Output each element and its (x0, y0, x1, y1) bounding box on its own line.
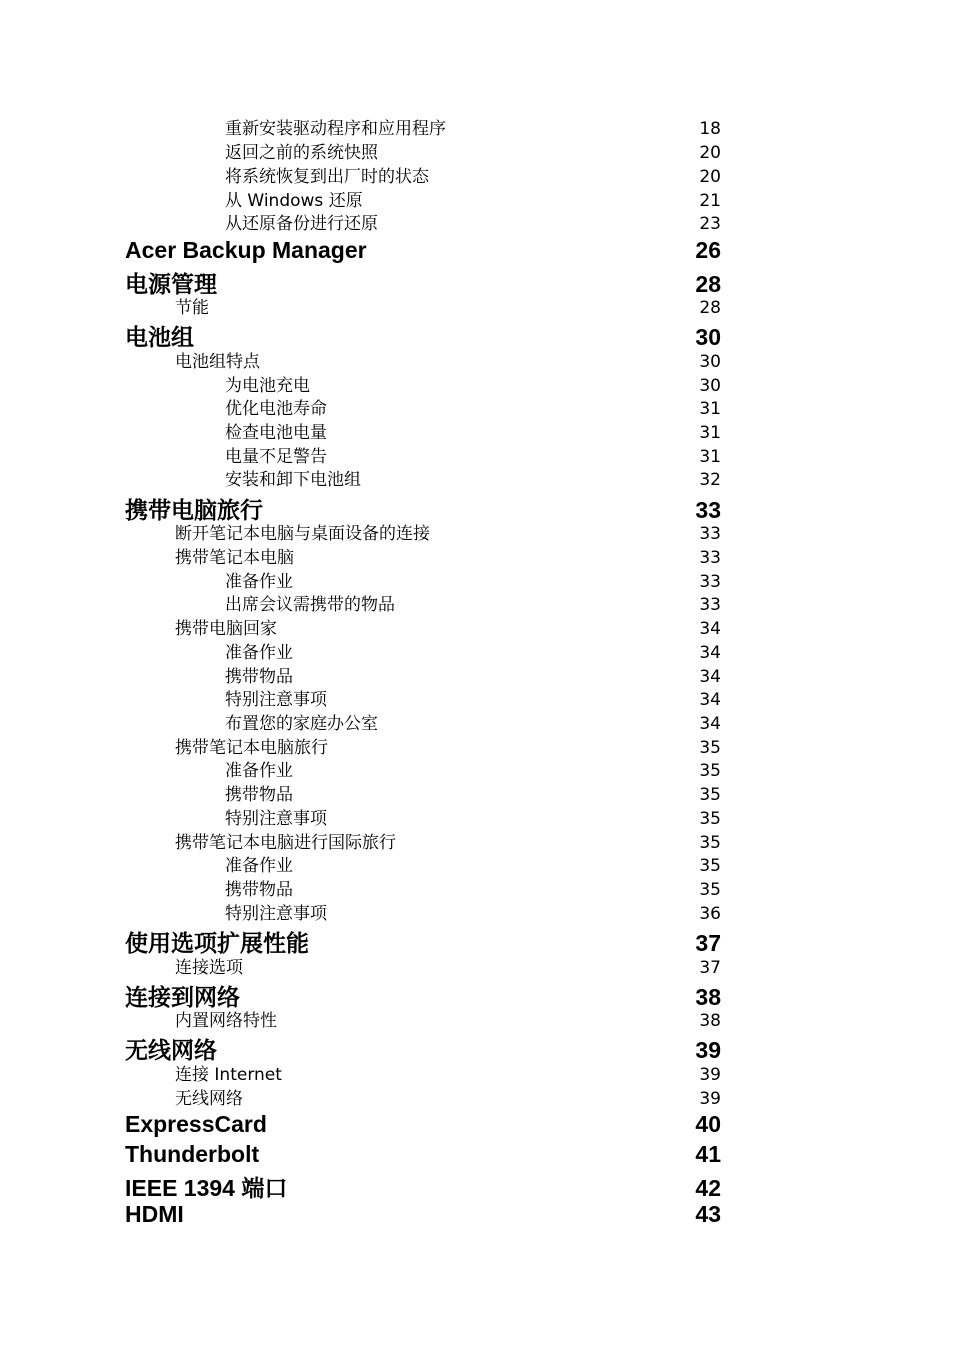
toc-entry-title: 节能 (175, 298, 209, 318)
toc-entry-title: 特别注意事项 (225, 904, 327, 924)
toc-entry-title: 优化电池寿命 (225, 399, 327, 419)
toc-entry-title: 连接选项 (175, 958, 243, 978)
toc-entry-page: 35 (699, 856, 721, 876)
toc-entry[interactable] (0, 880, 954, 900)
toc-entry-title: 使用选项扩展性能 (125, 930, 309, 956)
toc-entry[interactable] (0, 572, 954, 592)
toc-entry[interactable] (0, 324, 954, 350)
toc-entry-title: 特别注意事项 (225, 690, 327, 710)
toc-entry[interactable] (0, 191, 954, 211)
toc-entry-page: 33 (699, 524, 721, 544)
toc-entry[interactable] (0, 497, 954, 523)
toc-entry[interactable] (0, 119, 954, 139)
toc-entry[interactable] (0, 376, 954, 396)
toc-entry[interactable] (0, 690, 954, 710)
toc-entry-page: 37 (695, 930, 721, 956)
toc-entry[interactable] (0, 524, 954, 544)
toc-entry-page: 20 (699, 167, 721, 187)
toc-entry[interactable] (0, 984, 954, 1010)
toc-entry[interactable] (0, 1141, 954, 1167)
toc-entry[interactable] (0, 470, 954, 490)
toc-entry[interactable] (0, 643, 954, 663)
toc-entry[interactable] (0, 595, 954, 615)
toc-entry-title: 连接 Internet (175, 1065, 282, 1085)
toc-entry-page: 37 (699, 958, 721, 978)
toc-entry[interactable] (0, 930, 954, 956)
toc-entry-page: 31 (699, 399, 721, 419)
toc-entry-page: 36 (699, 904, 721, 924)
toc-entry[interactable] (0, 423, 954, 443)
toc-entry-title: 无线网络 (175, 1089, 243, 1109)
toc-entry-title: 返回之前的系统快照 (225, 143, 378, 163)
toc-entry-page: 40 (695, 1111, 721, 1137)
toc-entry[interactable] (0, 667, 954, 687)
toc-entry-page: 32 (699, 470, 721, 490)
toc-entry[interactable] (0, 1175, 954, 1201)
toc-entry-title: 检查电池电量 (225, 423, 327, 443)
toc-entry-page: 35 (699, 809, 721, 829)
toc-entry-page: 28 (695, 271, 721, 297)
toc-entry-page: 34 (699, 619, 721, 639)
toc-entry-page: 38 (699, 1011, 721, 1031)
toc-entry-title: HDMI (125, 1201, 184, 1227)
toc-entry-title: 电源管理 (125, 271, 217, 297)
toc-entry-title: 电池组特点 (175, 352, 260, 372)
toc-entry-page: 35 (699, 833, 721, 853)
toc-entry-title: 从还原备份进行还原 (225, 214, 378, 234)
toc-entry-title: 特别注意事项 (225, 809, 327, 829)
toc-entry-title: ExpressCard (125, 1111, 267, 1137)
toc-entry[interactable] (0, 761, 954, 781)
toc-entry-title: 电量不足警告 (225, 447, 327, 467)
toc-entry[interactable] (0, 271, 954, 297)
toc-entry-page: 35 (699, 761, 721, 781)
toc-entry[interactable] (0, 904, 954, 924)
toc-entry-title: 携带物品 (225, 880, 293, 900)
toc-entry-title: Thunderbolt (125, 1141, 260, 1167)
toc-entry[interactable] (0, 958, 954, 978)
toc-entry[interactable] (0, 1111, 954, 1137)
toc-entry[interactable] (0, 809, 954, 829)
toc-entry[interactable] (0, 1037, 954, 1063)
toc-entry[interactable] (0, 833, 954, 853)
toc-entry-title: 携带物品 (225, 785, 293, 805)
toc-entry[interactable] (0, 1065, 954, 1085)
toc-entry-page: 35 (699, 738, 721, 758)
toc-entry-page: 39 (695, 1037, 721, 1063)
toc-entry[interactable] (0, 714, 954, 734)
toc-entry-page: 42 (695, 1175, 721, 1201)
toc-entry-page: 35 (699, 880, 721, 900)
toc-entry-title: Acer Backup Manager (125, 237, 367, 263)
toc-entry-title: 从 Windows 还原 (225, 191, 363, 211)
toc-entry-page: 33 (699, 548, 721, 568)
toc-entry-page: 41 (695, 1141, 721, 1167)
toc-entry-page: 34 (699, 714, 721, 734)
toc-entry-title: 携带电脑回家 (175, 619, 277, 639)
toc-entry-title: 安装和卸下电池组 (225, 470, 361, 490)
toc-entry-page: 23 (699, 214, 721, 234)
toc-entry[interactable] (0, 738, 954, 758)
toc-entry-title: 准备作业 (225, 761, 293, 781)
toc-entry-page: 43 (695, 1201, 721, 1227)
toc-entry[interactable] (0, 785, 954, 805)
toc-entry-page: 35 (699, 785, 721, 805)
toc-entry[interactable] (0, 856, 954, 876)
toc-entry-page: 34 (699, 690, 721, 710)
toc-entry-page: 38 (695, 984, 721, 1010)
toc-entry-page: 26 (695, 237, 721, 263)
toc-entry-title: 内置网络特性 (175, 1011, 277, 1031)
toc-entry-page: 39 (699, 1065, 721, 1085)
toc-entry-page: 39 (699, 1089, 721, 1109)
toc-entry-title: 携带电脑旅行 (125, 497, 263, 523)
toc-entry[interactable] (0, 1011, 954, 1031)
toc-entry[interactable] (0, 237, 954, 263)
toc-entry-title: 断开笔记本电脑与桌面设备的连接 (175, 524, 430, 544)
toc-entry-title: 为电池充电 (225, 376, 310, 396)
toc-entry-page: 30 (699, 376, 721, 396)
toc-entry-page: 21 (699, 191, 721, 211)
toc-entry-page: 18 (699, 119, 721, 139)
toc-entry[interactable] (0, 548, 954, 568)
toc-entry[interactable] (0, 352, 954, 372)
toc-entry-title: 连接到网络 (125, 984, 240, 1010)
toc-entry-page: 31 (699, 447, 721, 467)
toc-entry[interactable] (0, 619, 954, 639)
toc-entry-page: 33 (695, 497, 721, 523)
toc-entry[interactable] (0, 399, 954, 419)
toc-entry-title: IEEE 1394 端口 (125, 1175, 288, 1201)
toc-entry-page: 33 (699, 595, 721, 615)
toc-entry-title: 携带笔记本电脑进行国际旅行 (175, 833, 396, 853)
toc-entry[interactable] (0, 1089, 954, 1109)
toc-entry-title: 准备作业 (225, 643, 293, 663)
toc-entry[interactable] (0, 447, 954, 467)
toc-entry-title: 将系统恢复到出厂时的状态 (225, 167, 429, 187)
toc-entry-title: 携带笔记本电脑旅行 (175, 738, 328, 758)
toc-entry[interactable] (0, 143, 954, 163)
toc-entry-page: 20 (699, 143, 721, 163)
toc-entry-page: 34 (699, 667, 721, 687)
toc-entry-page: 30 (695, 324, 721, 350)
toc-entry-title: 准备作业 (225, 572, 293, 592)
toc-entry-page: 31 (699, 423, 721, 443)
toc-entry-page: 30 (699, 352, 721, 372)
toc-entry-page: 34 (699, 643, 721, 663)
toc-entry[interactable] (0, 167, 954, 187)
toc-entry[interactable] (0, 214, 954, 234)
toc-entry-page: 33 (699, 572, 721, 592)
toc-entry[interactable] (0, 298, 954, 318)
toc-entry-title: 布置您的家庭办公室 (225, 714, 378, 734)
toc-entry-title: 重新安装驱动程序和应用程序 (225, 119, 446, 139)
toc-entry-page: 28 (699, 298, 721, 318)
toc-entry-title: 携带物品 (225, 667, 293, 687)
toc-entry[interactable] (0, 1201, 954, 1227)
toc-entry-title: 无线网络 (125, 1037, 217, 1063)
toc-entry-title: 电池组 (125, 324, 194, 350)
toc-entry-title: 准备作业 (225, 856, 293, 876)
toc-entry-title: 携带笔记本电脑 (175, 548, 294, 568)
toc-entry-title: 出席会议需携带的物品 (225, 595, 395, 615)
